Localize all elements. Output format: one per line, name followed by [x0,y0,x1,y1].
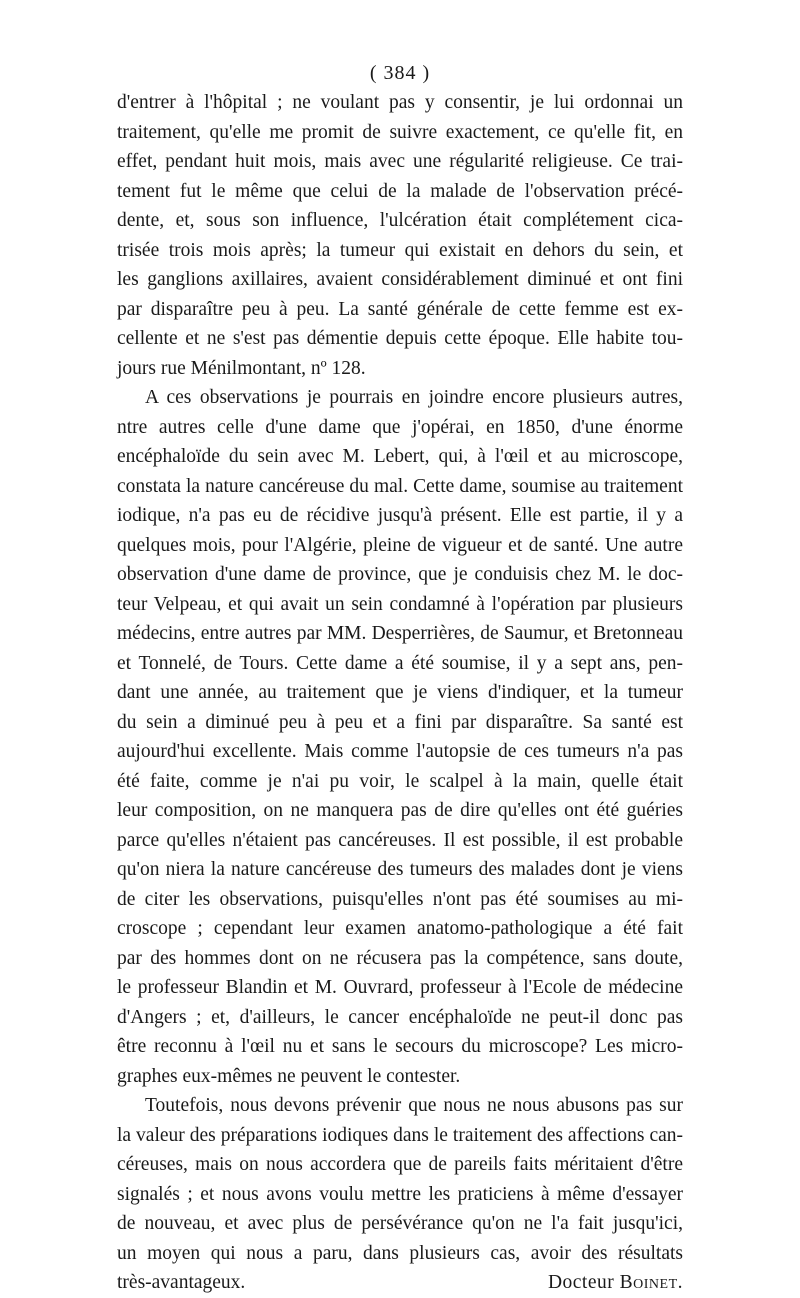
text-line: par disparaître peu à peu. La santé générale de cette femme est ex- [117,298,683,320]
text-line: de nouveau, et avec plus de persévérance qu'on ne l'a fait jusqu'ici, [117,1213,683,1234]
text-line: qu'on niera la nature cancéreuse des tumeurs des malades dont je viens [117,859,683,880]
text-line: effet, pendant huit mois, mais avec une régularité religieuse. Ce trai- [117,151,683,172]
text-line: iodique, n'a pas eu de récidive jusqu'à présent. Elle est partie, il y a [117,505,683,526]
text-line: signalés ; et nous avons voulu mettre les praticiens à même d'essayer [117,1183,683,1205]
text-line: médecins, entre autres par MM. Desperrières, de Saumur, et Bretonneau [117,623,683,644]
text-line: les ganglions axillaires, avaient considérablement diminué et ont fini [117,269,683,290]
text-line: le professeur Blandin et M. Ouvrard, professeur à l'Ecole de médecine [117,977,683,998]
text-line: du sein a diminué peu à peu et a fini par disparaître. Sa santé est [117,711,683,733]
text-line: constata la nature cancéreuse du mal. Cette dame, soumise au traitement [117,475,683,497]
text-line: la valeur des préparations iodiques dans le traitement des affections can- [117,1124,683,1146]
text-line: croscope ; cependant leur examen anatomo-pathologique a été fait [117,918,683,939]
text-line: été faite, comme je n'ai pu voir, le scalpel à la main, quelle était [117,770,683,792]
body-text [117,88,683,1298]
text-line: A ces observations je pourrais en joindre encore plusieurs autres, [145,387,683,408]
text-line: quelques mois, pour l'Algérie, pleine de vigueur et de santé. Une autre [117,534,683,556]
page-number: ( 384 ) [369,62,431,84]
paragraph [117,88,683,383]
text-line: encéphaloïde du sein avec M. Lebert, qui, à l'œil et au microscope, [117,446,683,467]
text-line: un moyen qui nous a paru, dans plusieurs cas, avoir des résultats [117,1242,683,1264]
text-line: trisée trois mois après; la tumeur qui existait en dehors du sein, et [117,239,683,261]
text-line: observation d'une dame de province, que je conduisis chez M. le doc- [117,564,683,585]
paragraph [117,1091,683,1268]
text-line: d'Angers ; et, d'ailleurs, le cancer encéphaloïde ne peut-il donc pas [117,1006,683,1028]
text-line: tement fut le même que celui de la malade de l'observation précé- [117,180,683,202]
text-line: Toutefois, nous devons prévenir que nous ne nous abusons pas sur [145,1095,683,1116]
text-line: et Tonnelé, de Tours. Cette dame a été soumise, il y a sept ans, pen- [117,652,683,674]
text-line: graphes eux-mêmes ne peuvent le contester. [117,1065,461,1087]
author-signature [548,1268,683,1298]
text-line: dant une année, au traitement que je viens d'indiquer, et la tumeur [117,682,683,703]
text-line: aujourd'hui excellente. Mais comme l'autopsie de ces tumeurs n'a pas [117,741,683,762]
text-line: cellente et ne s'est pas démentie depuis cette époque. Elle habite tou- [117,328,683,349]
text-line: teur Velpeau, et qui avait un sein condamné à l'opération par plusieurs [117,593,683,615]
text-line: ntre autres celle d'une dame que j'opérai, en 1850, d'une énorme [117,416,683,438]
signature-prefix: Docteur [547,1272,615,1293]
text-line: d'entrer à l'hôpital ; ne voulant pas y consentir, je lui ordonnai un [117,92,683,113]
text-line: dente, et, sous son influence, l'ulcération était complétement cica- [117,210,683,231]
text-line: par des hommes dont on ne récusera pas la compétence, sans doute, [117,947,683,969]
text-line: céreuses, mais on nous accordera que de pareils faits méritaient d'être [117,1154,683,1175]
closing-line [117,1268,683,1298]
text-line: jours rue Ménilmontant, nº 128. [117,357,366,379]
text-line: être reconnu à l'œil nu et sans le secours du microscope? Les micro- [117,1036,683,1057]
paragraphs [117,88,683,1268]
paragraph [117,383,683,1091]
text-line: traitement, qu'elle me promit de suivre exactement, ce qu'elle fit, en [117,121,683,143]
text-line: leur composition, on ne manquera pas de dire qu'elles ont été guéries [117,800,683,821]
text-line: parce qu'elles n'étaient pas cancéreuses. Il est possible, il est probable [117,829,683,851]
text-line: de citer les observations, puisqu'elles n'ont pas été soumises au mi- [117,888,683,910]
closing-text: très-avantageux. [117,1272,246,1293]
signature-name: Boinet. [619,1272,683,1293]
